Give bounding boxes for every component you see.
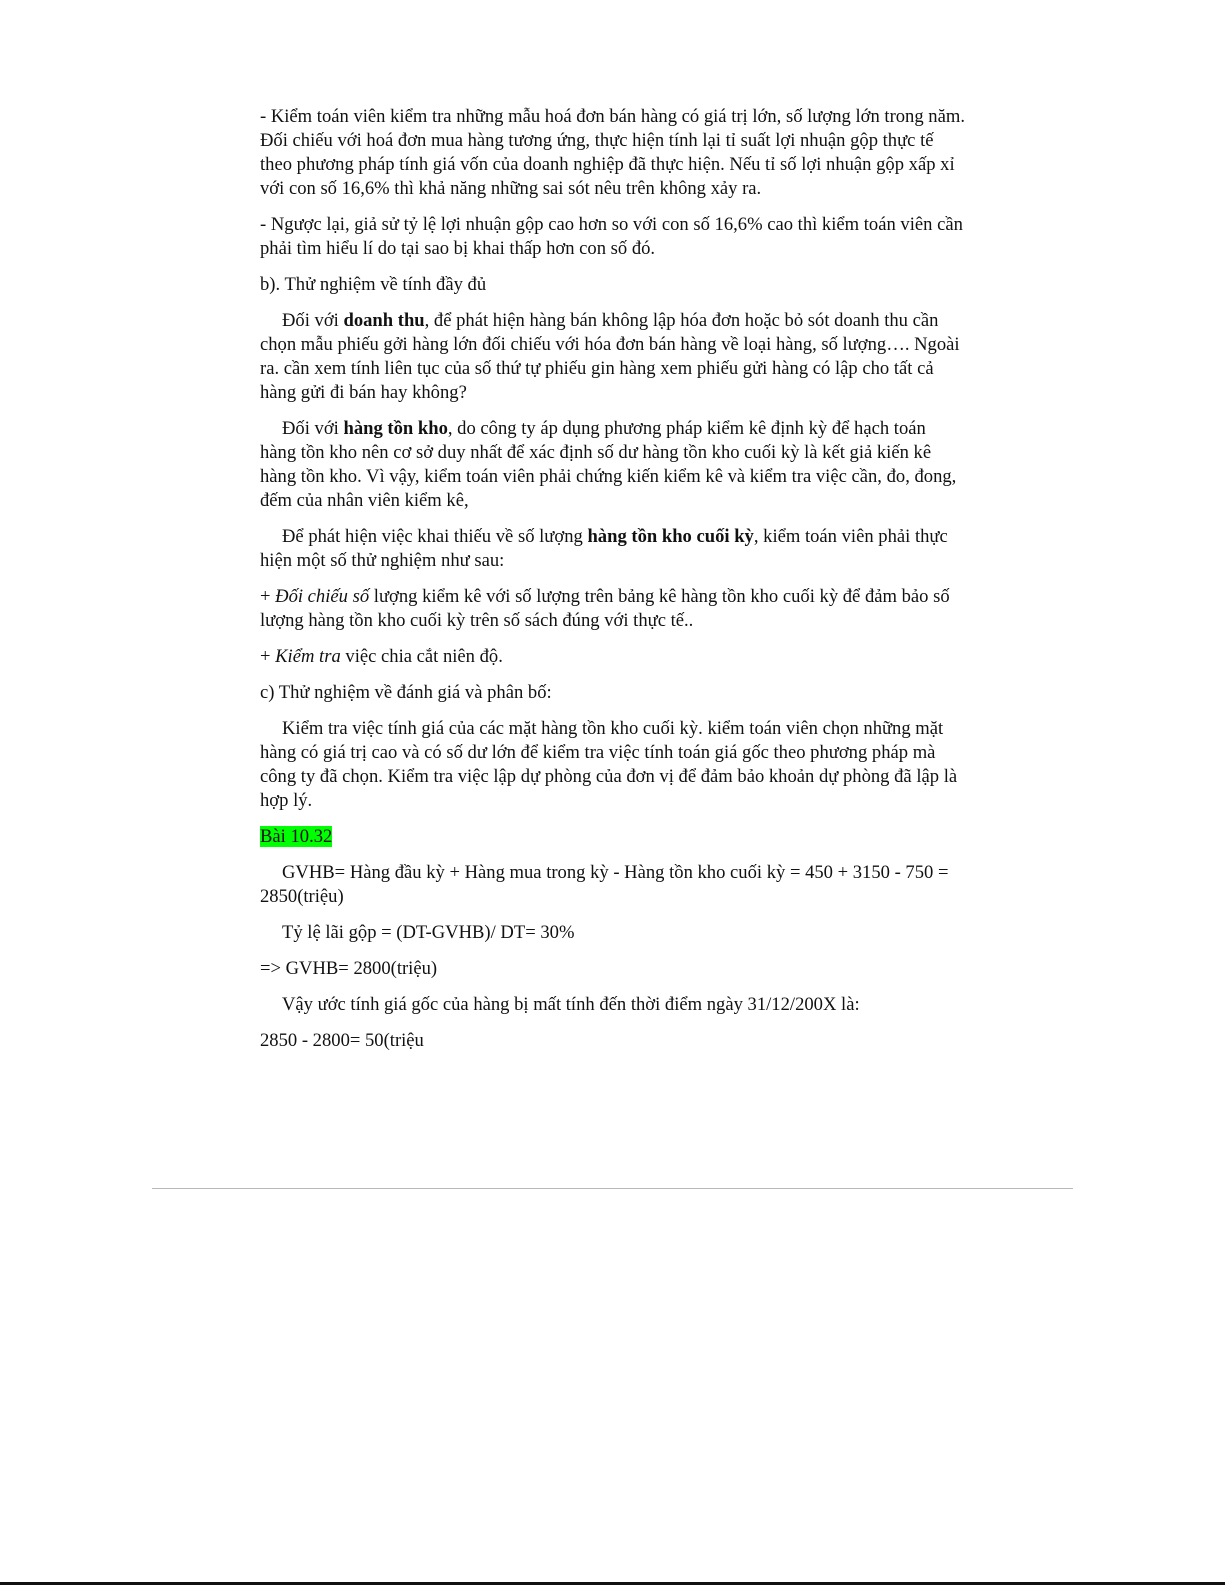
paragraph-inventory-body: , do công ty áp dụng phương pháp kiểm kê định kỳ để hạch toán hàng tồn kho nên cơ sở duy nhất để xác định số dư hàng tồn kho cuối kỳ là kết giả kiến kê hàng tồn kho. Vì vậy, kiểm toán viên phải chứng kiến kiểm kê và kiểm tra việc cần, đo, đong, đếm của nhân viên kiểm kê, <box>260 418 957 511</box>
paragraph-margin-higher: - Ngược lại, giả sử tỷ lệ lợi nhuận gộp cao hơn so với con số 16,6% cao thì kiểm toán viên cần phải tìm hiểu lí do tại sao bị khai thấp hơn con số đó. <box>260 214 963 259</box>
formula-cogs: GVHB= Hàng đầu kỳ + Hàng mua trong kỳ - Hàng tồn kho cuối kỳ = 450 + 3150 - 750 = 2850(triệu) <box>260 862 949 907</box>
bullet-plus-marker: + <box>260 646 276 667</box>
exercise-title-highlight: Bài 10.32 <box>260 826 333 847</box>
paragraph-ending-inventory <box>260 525 965 573</box>
bold-term-inventory: hàng tồn kho <box>343 418 448 439</box>
result-loss: 2850 - 2800= 50(triệu <box>260 1030 424 1051</box>
bullet-compare-body: lượng kiểm kê với số lượng trên bảng kê hàng tồn kho cuối kỳ để đảm bảo số lượng hàng tồn kho cuối kỳ trên số sách đúng với thực tế.. <box>260 586 950 631</box>
paragraph-revenue-lead: Đối với <box>282 310 344 331</box>
section-heading-completeness: b). Thử nghiệm về tính đầy đủ <box>260 274 487 295</box>
italic-term-check: Kiểm tra <box>275 646 341 667</box>
paragraph-inventory <box>260 417 965 513</box>
paragraph-revenue <box>260 309 965 405</box>
document-body <box>260 105 965 1065</box>
formula-gross-margin: Tỷ lệ lãi gộp = (DT-GVHB)/ DT= 30% <box>282 922 575 943</box>
section-heading-valuation: c) Thử nghiệm về đánh giá và phân bố: <box>260 682 552 703</box>
paragraph-ending-inventory-lead: Để phát hiện việc khai thiếu về số lượng <box>282 526 588 547</box>
paragraph-revenue-body: , để phát hiện hàng bán không lập hóa đơn hoặc bỏ sót doanh thu cần chọn mẫu phiếu gởi hàng lớn đối chiếu với hóa đơn bán hàng về loại hàng, số lượng…. Ngoài ra. cần xem tính liên tục của số thứ tự phiếu gin hàng xem phiếu gửi hàng có lập cho tất cả hàng gửi đi bán hay không? <box>260 310 960 403</box>
bullet-cutoff-check <box>260 645 965 669</box>
exercise-heading <box>260 825 965 849</box>
paragraph-ending-inventory-body: , kiểm toán viên phải thực hiện một số thử nghiệm như sau: <box>260 526 948 571</box>
result-cogs: => GVHB= 2800(triệu) <box>260 958 438 979</box>
bullet-cutoff-body: việc chia cắt niên độ. <box>340 646 503 667</box>
bold-term-revenue: doanh thu <box>343 310 425 331</box>
paragraph-sample-check: - Kiểm toán viên kiểm tra những mẫu hoá đơn bán hàng có giá trị lớn, số lượng lớn trong năm. Đối chiếu với hoá đơn mua hàng tương ứng, thực hiện tính lại tỉ suất lợi nhuận gộp thực tế theo phương pháp tính giá vốn của doanh nghiệp đã thực hiện. Nếu tỉ số lợi nhuận gộp xấp xỉ với con số 16,6% thì khả năng những sai sót nêu trên không xảy ra. <box>260 106 965 199</box>
page-divider <box>152 1188 1073 1189</box>
paragraph-valuation: Kiểm tra việc tính giá của các mặt hàng tồn kho cuối kỳ. kiểm toán viên chọn những mặt hàng có giá trị cao và có số dư lớn để kiểm tra việc tính toán giá gốc theo phương pháp mà công ty đã chọn. Kiểm tra việc lập dự phòng của đơn vị để đảm bảo khoản dự phòng đã lập là hợp lý. <box>260 718 958 811</box>
bullet-compare-counts <box>260 585 965 633</box>
bold-term-ending-inventory: hàng tồn kho cuối kỳ <box>587 526 754 547</box>
bullet-plus-marker: + <box>260 586 276 607</box>
paragraph-inventory-lead: Đối với <box>282 418 344 439</box>
paragraph-loss-estimate: Vậy ước tính giá gốc của hàng bị mất tính đến thời điểm ngày 31/12/200X là: <box>282 994 860 1015</box>
italic-term-compare: Đối chiếu số <box>275 586 370 607</box>
